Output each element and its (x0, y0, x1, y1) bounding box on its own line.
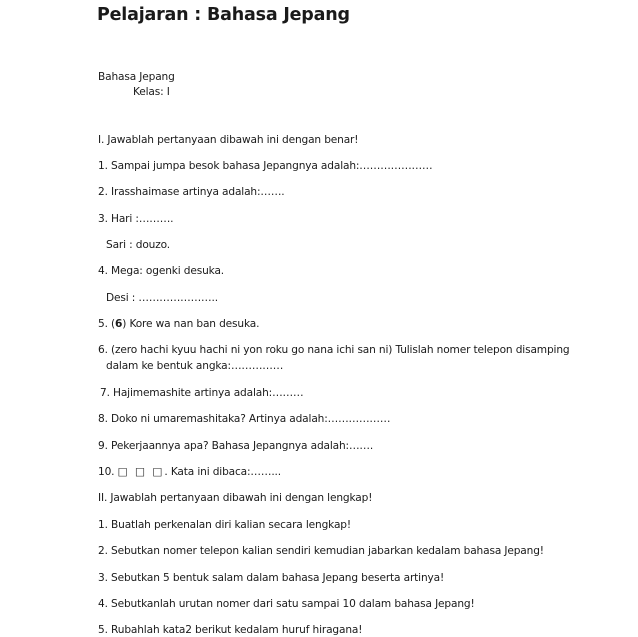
section1-heading: I. Jawablah pertanyaan dibawah ini dengan benar! (98, 134, 359, 146)
question-1-4: 4. Mega: ogenki desuka. (98, 265, 225, 277)
question-1-2: 2. Irasshaimase artinya adalah:……. (98, 186, 285, 198)
question-1-6-line2: dalam ke bentuk angka:…………… (106, 360, 284, 372)
header-kelas: Kelas: I (133, 86, 170, 98)
question-1-10-glyphs: □ □ □ (117, 466, 165, 478)
question-2-4: 4. Sebutkanlah urutan nomer dari satu sampai 10 dalam bahasa Jepang! (98, 598, 475, 610)
question-1-8: 8. Doko ni umaremashitaka? Artinya adalah:……………… (98, 413, 391, 425)
question-1-3-sari: Sari : douzo. (106, 239, 171, 251)
question-1-4-desi: Desi : ………………….. (106, 292, 218, 304)
question-2-2: 2. Sebutkan nomer telepon kalian sendiri kemudian jabarkan kedalam bahasa Jepang! (98, 545, 544, 557)
question-1-10-prefix: 10. (98, 466, 115, 478)
header-subject: Bahasa Jepang (98, 71, 175, 83)
question-1-6-line1: 6. (zero hachi kyuu hachi ni yon roku go nana ichi san ni) Tulislah nomer telepon disamping (98, 344, 570, 356)
question-2-5: 5. Rubahlah kata2 berikut kedalam huruf hiragana! (98, 624, 363, 636)
question-1-5-prefix: 5. ( (98, 318, 116, 330)
page-title: Pelajaran : Bahasa Jepang (97, 5, 350, 25)
question-2-1: 1. Buatlah perkenalan diri kalian secara lengkap! (98, 519, 351, 531)
question-1-10 (98, 466, 281, 479)
question-1-1: 1. Sampai jumpa besok bahasa Jepangnya adalah:………………… (98, 160, 433, 172)
question-1-5-number: 6 (115, 318, 123, 330)
question-1-7: 7. Hajimemashite artinya adalah:……… (100, 387, 304, 399)
question-1-10-suffix: . Kata ini dibaca:……... (164, 466, 281, 478)
section2-heading: II. Jawablah pertanyaan dibawah ini dengan lengkap! (98, 492, 373, 504)
question-1-3: 3. Hari :………. (98, 213, 174, 225)
question-2-3: 3. Sebutkan 5 bentuk salam dalam bahasa Jepang beserta artinya! (98, 572, 445, 584)
question-1-5-suffix: ) Kore wa nan ban desuka. (122, 318, 260, 330)
question-1-9: 9. Pekerjaannya apa? Bahasa Jepangnya adalah:……. (98, 440, 374, 452)
question-1-5 (98, 318, 259, 331)
